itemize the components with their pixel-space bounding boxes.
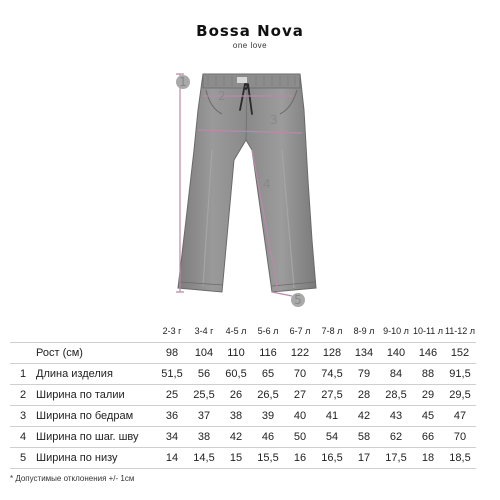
table-cell: 16,5: [316, 448, 348, 469]
marker-1-label: 1: [179, 75, 187, 89]
size-table: [10, 342, 476, 469]
table-cell: 56: [188, 364, 220, 385]
table-cell: 28: [348, 385, 380, 406]
size-header: 10-11 л: [412, 326, 444, 336]
row-label: Рост (см): [36, 343, 156, 364]
table-cell: 43: [380, 406, 412, 427]
label-tag: [237, 77, 247, 83]
table-cell: 25: [156, 385, 188, 406]
table-cell: 50: [284, 427, 316, 448]
row-label: Ширина по шаг. шву: [36, 427, 156, 448]
table-cell: 46: [252, 427, 284, 448]
measure-line-hem: [272, 292, 292, 296]
table-cell: 62: [380, 427, 412, 448]
size-header: 9-10 л: [383, 326, 409, 336]
table-cell: 25,5: [188, 385, 220, 406]
size-header: 3-4 г: [194, 326, 214, 336]
tolerance-note: * Допустимые отклонения +/- 1см: [10, 474, 135, 483]
table-cell: 110: [220, 343, 252, 364]
table-cell: 98: [156, 343, 188, 364]
row-label: Длина изделия: [36, 364, 156, 385]
table-cell: 84: [380, 364, 412, 385]
table-cell: 26,5: [252, 385, 284, 406]
table-row: [10, 364, 476, 385]
marker-1: [176, 75, 190, 89]
size-header: 6-7 л: [289, 326, 311, 336]
table-row: [10, 427, 476, 448]
table-cell: 38: [220, 406, 252, 427]
row-number: 5: [10, 448, 36, 469]
size-header: 2-3 г: [162, 326, 182, 336]
table-cell: 42: [220, 427, 252, 448]
table-cell: 17,5: [380, 448, 412, 469]
table-cell: 40: [284, 406, 316, 427]
table-cell: 28,5: [380, 385, 412, 406]
table-cell: 104: [188, 343, 220, 364]
table-row: [10, 385, 476, 406]
table-cell: 14,5: [188, 448, 220, 469]
size-header: 4-5 л: [225, 326, 247, 336]
brand-name: Bossa Nova: [196, 22, 304, 40]
size-header: 11-12 л: [444, 326, 476, 336]
size-header: 8-9 л: [353, 326, 375, 336]
table-cell: 79: [348, 364, 380, 385]
marker-5-label: 5: [294, 293, 302, 307]
row-label: Ширина по низу: [36, 448, 156, 469]
table-cell: 66: [412, 427, 444, 448]
row-label: Ширина по бедрам: [36, 406, 156, 427]
marker-5: [291, 293, 305, 307]
table-cell: 122: [284, 343, 316, 364]
table-cell: 37: [188, 406, 220, 427]
table-cell: 27: [284, 385, 316, 406]
row-number: 4: [10, 427, 36, 448]
table-cell: 34: [156, 427, 188, 448]
table-cell: 39: [252, 406, 284, 427]
table-row: [10, 406, 476, 427]
size-header: 5-6 л: [257, 326, 279, 336]
table-cell: 116: [252, 343, 284, 364]
table-cell: 128: [316, 343, 348, 364]
table-cell: 146: [412, 343, 444, 364]
marker-3: 3: [270, 113, 278, 127]
table-cell: 36: [156, 406, 188, 427]
row-number: 1: [10, 364, 36, 385]
brand-tagline: one love: [232, 41, 268, 50]
table-cell: 88: [412, 364, 444, 385]
table-cell: 14: [156, 448, 188, 469]
table-cell: 74,5: [316, 364, 348, 385]
table-cell: 18: [412, 448, 444, 469]
table-cell: 58: [348, 427, 380, 448]
table-cell: 51,5: [156, 364, 188, 385]
table-cell: 29: [412, 385, 444, 406]
table-cell: 27,5: [316, 385, 348, 406]
table-cell: 26: [220, 385, 252, 406]
table-cell: 47: [444, 406, 476, 427]
table-cell: 65: [252, 364, 284, 385]
table-row: [10, 448, 476, 469]
table-cell: 91,5: [444, 364, 476, 385]
table-cell: 15: [220, 448, 252, 469]
table-cell: 152: [444, 343, 476, 364]
table-cell: 16: [284, 448, 316, 469]
table-cell: 140: [380, 343, 412, 364]
table-cell: 18,5: [444, 448, 476, 469]
size-header: 7-8 л: [321, 326, 343, 336]
table-cell: 42: [348, 406, 380, 427]
marker-2: 2: [218, 89, 226, 103]
row-number: 3: [10, 406, 36, 427]
table-cell: 70: [284, 364, 316, 385]
waistband: [203, 74, 300, 88]
marker-4: 4: [263, 177, 271, 191]
table-cell: 38: [188, 427, 220, 448]
table-cell: 70: [444, 427, 476, 448]
table-cell: 45: [412, 406, 444, 427]
table-cell: 134: [348, 343, 380, 364]
row-number: 2: [10, 385, 36, 406]
table-cell: 54: [316, 427, 348, 448]
table-cell: 41: [316, 406, 348, 427]
table-row: [10, 343, 476, 364]
table-cell: 60,5: [220, 364, 252, 385]
table-cell: 15,5: [252, 448, 284, 469]
table-cell: 17: [348, 448, 380, 469]
row-number: [10, 343, 36, 364]
table-cell: 29,5: [444, 385, 476, 406]
row-label: Ширина по талии: [36, 385, 156, 406]
